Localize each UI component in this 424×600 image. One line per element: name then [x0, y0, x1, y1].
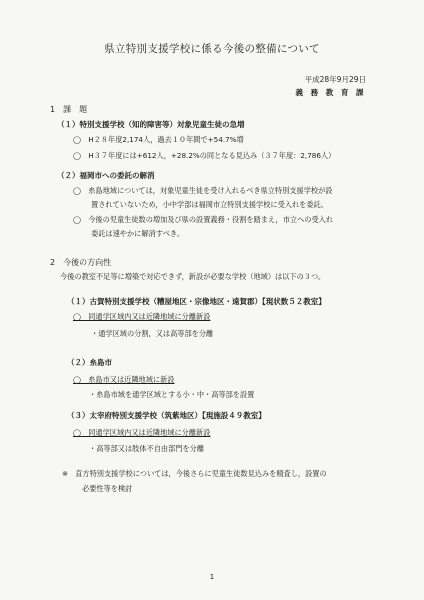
section-2-sub-3-line-2: ・高等部又は肢体不自由部門を分離	[89, 444, 205, 453]
page-number: 1	[209, 573, 215, 581]
section-2-sub-3-line-1: ◯ 同通学区域内又は近隣地域に分離新設	[73, 428, 211, 437]
note-line-2: 必要性等を検討	[82, 484, 133, 493]
document-title: 県立特別支援学校に係る今後の整備について	[104, 43, 320, 55]
section-1-sub-1-heading: （１）特別支援学校（知的障害等）対象児童生徒の急増	[57, 120, 245, 129]
section-1-sub-2-line-4: 委託は速やかに解消すべき。	[91, 229, 185, 238]
document-date: 平成28年9月29日	[304, 75, 366, 84]
section-1-sub-1-bullet-2: ◯ H３７年度には+612人，+28.2%の同となる見込み（３７年度：2,786人）	[73, 151, 336, 160]
department-name: 義 務 教 育 課	[295, 88, 366, 97]
section-2-sub-1-heading: （１）古賀特別支援学校（糟屋地区・宗像地区・遠賀郡）【現状数５２教室】	[67, 297, 326, 306]
section-1-heading: 1 課 題	[50, 105, 88, 114]
section-2-heading: 2 今後の方向性	[50, 258, 112, 267]
section-2-sub-2-line-1: ◯ 糸島市又は近隣地域に新設	[73, 375, 175, 384]
section-1-sub-1-bullet-1: ◯ H２８年度2,174人，過去１０年間で+54.7%増	[73, 135, 244, 144]
section-1-sub-2-line-3: ◯ 今後の児童生徒数の増加及び県の設置義務・役割を踏まえ，市立への受入れ	[73, 215, 334, 224]
section-2-intro: 今後の教室不足等に増築で対応できず，新設が必要な学校（地域）は以下の３つ。	[60, 272, 326, 281]
section-1-sub-2-line-2: 置されていないため，小中学部は福岡市立特別支援学校に受入れを委託。	[91, 200, 328, 209]
section-2-sub-1-line-1: ◯ 同通学区域内又は近隣地域に分離新設	[73, 312, 211, 321]
section-2-sub-2-heading: （２）糸島市	[67, 358, 112, 367]
section-2-sub-2-line-2: ・糸島市域を通学区域とする小・中・高等部を設置	[89, 390, 255, 399]
section-1-sub-2-heading: （２）福岡市への委託の解消	[57, 171, 155, 180]
note-line-1: ※ 直方特別支援学校については，今後さらに児童生徒数見込みを精査し，設置の	[62, 469, 327, 478]
section-2-sub-1-line-2: ・通学区域の分割，又は高等部を分離	[91, 329, 214, 338]
section-2-sub-3-heading: （３）太宰府特別支援学校（筑紫地区）【現施設４９教室】	[67, 411, 266, 420]
section-1-sub-2-line-1: ◯ 糸島地域については，対象児童生徒を受け入れるべき県立特別支援学校が設	[73, 186, 333, 195]
